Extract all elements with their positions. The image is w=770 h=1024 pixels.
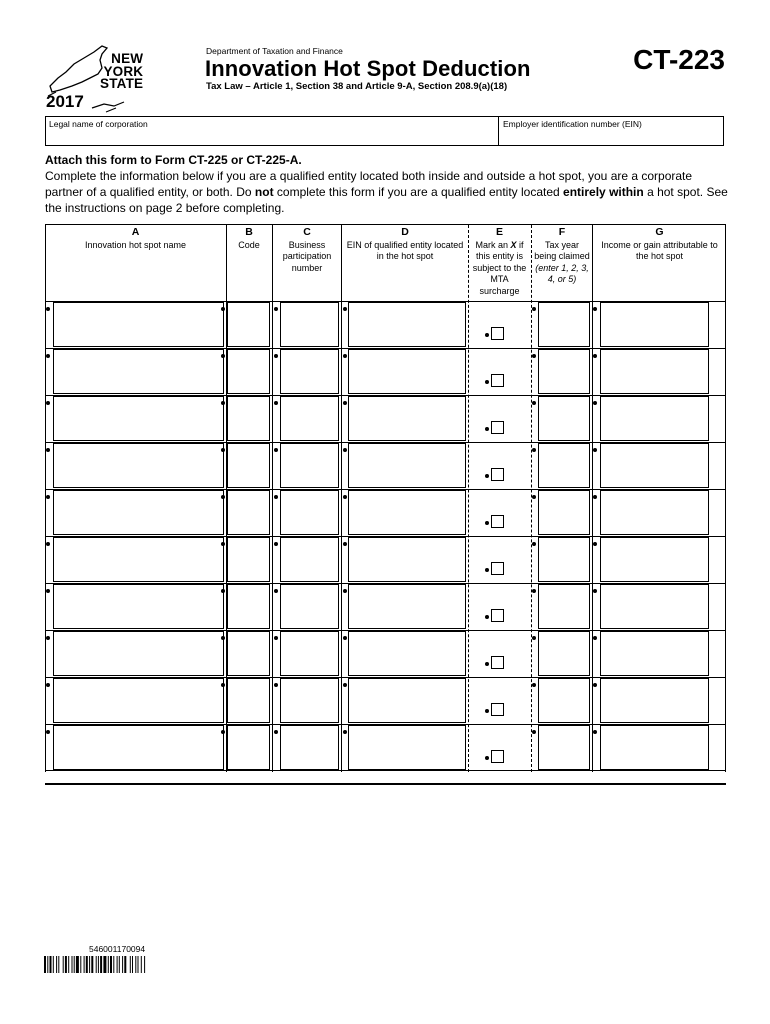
attach-instruction: Attach this form to Form CT-225 or CT-225-A. [45,153,302,167]
bullet-icon [221,495,225,499]
bullet-icon [532,730,536,734]
table-bottom-rule [45,783,726,785]
hot-spot-name-input[interactable] [53,678,224,723]
code-input[interactable] [227,584,270,629]
bullet-icon [532,401,536,405]
income-input[interactable] [600,443,709,488]
bullet-icon [485,756,489,760]
bullet-icon [485,380,489,384]
bullet-icon [593,307,597,311]
form-number: CT-223 [633,44,725,75]
bullet-icon [46,683,50,687]
bullet-icon [343,495,347,499]
hot-spot-name-input[interactable] [53,490,224,535]
bullet-icon [485,474,489,478]
bullet-icon [221,683,225,687]
bullet-icon [532,636,536,640]
bullet-icon [46,589,50,593]
mta-surcharge-checkbox[interactable] [491,515,504,528]
barcode-bar [130,956,131,973]
ein-field[interactable] [499,129,723,145]
col-header-b: B Code [238,226,260,250]
bullet-icon [274,401,278,405]
barcode-bar [65,956,67,973]
tax-year-input[interactable] [538,631,590,676]
bullet-icon [343,401,347,405]
mta-surcharge-checkbox[interactable] [491,327,504,340]
barcode-bar [89,956,90,973]
bullet-icon [593,495,597,499]
tax-year-input[interactable] [538,349,590,394]
bullet-icon [274,495,278,499]
bullet-icon [343,448,347,452]
bullet-icon [532,307,536,311]
bpn-input[interactable] [280,443,339,488]
bullet-icon [593,636,597,640]
col-header-g: G Income or gain attributable to the hot spot [601,226,718,261]
bullet-icon [485,615,489,619]
barcode-bar [141,956,142,973]
bullet-icon [274,542,278,546]
income-input[interactable] [600,490,709,535]
bullet-icon [343,730,347,734]
bullet-icon [343,542,347,546]
bullet-icon [221,730,225,734]
code-input[interactable] [227,443,270,488]
bullet-icon [343,589,347,593]
form-year: 2017 [46,92,84,111]
barcode-bar [110,956,112,973]
ein-input[interactable] [348,537,466,582]
bullet-icon [485,333,489,337]
code-input[interactable] [227,349,270,394]
identification-box [45,116,724,146]
instructions: Attach this form to Form CT-225 or CT-225-A. Complete the information below if you are a qualified entity located both inside and outside a hot spot, you are a corporate partner of a qualified entity, or both. Do not complete this form if you are a qualified entity located entirely within a hot spot. See the instructions on page 2 before completing. [45,152,730,216]
bullet-icon [532,448,536,452]
mta-surcharge-checkbox[interactable] [491,609,504,622]
mta-surcharge-checkbox[interactable] [491,421,504,434]
bullet-icon [343,354,347,358]
bullet-icon [532,589,536,593]
bpn-input[interactable] [280,490,339,535]
bullet-icon [46,730,50,734]
bpn-input[interactable] [280,396,339,441]
bullet-icon [221,307,225,311]
barcode-bar [100,956,102,973]
bullet-icon [221,354,225,358]
col-header-d: D EIN of qualified entity located in the hot spot [346,226,464,261]
income-input[interactable] [600,678,709,723]
hot-spot-name-input[interactable] [53,396,224,441]
logo-state-name: NEW YORK STATE [100,51,144,91]
bullet-icon [485,662,489,666]
hot-spot-name-input[interactable] [53,537,224,582]
hot-spot-name-input[interactable] [53,584,224,629]
tax-year-input[interactable] [538,490,590,535]
mta-surcharge-checkbox[interactable] [491,656,504,669]
barcode-bar [124,956,126,973]
bullet-icon [593,448,597,452]
bullet-icon [46,495,50,499]
bullet-icon [532,495,536,499]
col-header-c: C Business participation number [282,226,332,273]
mta-surcharge-checkbox[interactable] [491,374,504,387]
barcode-bar [68,956,69,973]
col-header-e: E Mark an X if this entity is subject to the MTA surcharge [472,226,527,296]
barcode-bar [80,956,81,973]
bpn-input[interactable] [280,537,339,582]
code-input[interactable] [227,490,270,535]
barcode-bar [119,956,120,973]
ein-input[interactable] [348,349,466,394]
income-input[interactable] [600,349,709,394]
barcode-bar [74,956,75,973]
income-input[interactable] [600,584,709,629]
code-input[interactable] [227,631,270,676]
bullet-icon [221,636,225,640]
barcode-bar [98,956,99,973]
corp-name-field[interactable] [46,129,498,145]
tax-year-input[interactable] [538,584,590,629]
ein-input[interactable] [348,490,466,535]
bullet-icon [221,448,225,452]
bullet-icon [221,542,225,546]
income-input[interactable] [600,302,709,347]
barcode-bar [135,956,136,973]
mta-surcharge-checkbox[interactable] [491,703,504,716]
hot-spot-table [45,224,726,771]
barcode-bar [86,956,88,973]
code-input[interactable] [227,302,270,347]
bullet-icon [274,589,278,593]
mta-surcharge-checkbox[interactable] [491,562,504,575]
bullet-icon [532,683,536,687]
bullet-icon [343,307,347,311]
corp-name-label: Legal name of corporation [49,119,148,129]
ein-input[interactable] [348,396,466,441]
bullet-icon [485,568,489,572]
tax-year-input[interactable] [538,725,590,770]
barcode-bar [44,956,46,973]
page-subtitle: Tax Law – Article 1, Section 38 and Article 9-A, Section 208.9(a)(18) [206,81,508,92]
bpn-input[interactable] [280,584,339,629]
bullet-icon [343,683,347,687]
barcode-number: 546001170094 [89,944,146,954]
bullet-icon [532,354,536,358]
bullet-icon [593,354,597,358]
ein-input[interactable] [348,631,466,676]
tax-year-input[interactable] [538,443,590,488]
bullet-icon [593,589,597,593]
barcode-bar [47,956,48,973]
bullet-icon [485,427,489,431]
bullet-icon [46,354,50,358]
barcode [44,956,192,973]
income-input[interactable] [600,537,709,582]
bullet-icon [532,542,536,546]
barcode-bar [132,956,133,973]
bullet-icon [274,636,278,640]
bullet-icon [485,709,489,713]
hot-spot-name-input[interactable] [53,349,224,394]
mta-surcharge-checkbox[interactable] [491,468,504,481]
bullet-icon [485,521,489,525]
bullet-icon [274,730,278,734]
bullet-icon [593,683,597,687]
bpn-input[interactable] [280,678,339,723]
bullet-icon [593,401,597,405]
barcode-bar [50,956,52,973]
barcode-bar [122,956,123,973]
bullet-icon [46,307,50,311]
tax-year-input[interactable] [538,678,590,723]
income-input[interactable] [600,396,709,441]
barcode-bar [53,956,54,973]
bpn-input[interactable] [280,725,339,770]
barcode-bar [96,956,97,973]
bullet-icon [274,354,278,358]
bpn-input[interactable] [280,302,339,347]
bullet-icon [46,636,50,640]
ein-label: Employer identification number (EIN) [503,119,642,129]
barcode-bar [138,956,139,973]
barcode-bar [144,956,145,973]
bullet-icon [593,730,597,734]
barcode-bar [76,956,79,973]
page-title: Innovation Hot Spot Deduction [205,56,531,81]
bpn-input[interactable] [280,349,339,394]
barcode-bar [63,956,64,973]
ein-input[interactable] [348,443,466,488]
bullet-icon [46,401,50,405]
ein-input[interactable] [348,584,466,629]
mta-surcharge-checkbox[interactable] [491,750,504,763]
bullet-icon [274,683,278,687]
ein-input[interactable] [348,725,466,770]
bpn-input[interactable] [280,631,339,676]
tax-year-input[interactable] [538,396,590,441]
col-header-a: A Innovation hot spot name [84,226,187,250]
income-input[interactable] [600,725,709,770]
barcode-bar [84,956,85,973]
barcode-bar [108,956,109,973]
code-input[interactable] [227,678,270,723]
barcode-bar [91,956,93,973]
bullet-icon [221,589,225,593]
tax-year-input[interactable] [538,302,590,347]
bullet-icon [46,448,50,452]
tax-year-input[interactable] [538,537,590,582]
bullet-icon [593,542,597,546]
ein-input[interactable] [348,302,466,347]
barcode-bar [56,956,57,973]
bullet-icon [221,401,225,405]
barcode-bar [103,956,106,973]
hot-spot-name-input[interactable] [53,631,224,676]
bullet-icon [274,307,278,311]
department-name: Department of Taxation and Finance [206,46,343,56]
bullet-icon [343,636,347,640]
bullet-icon [274,448,278,452]
hot-spot-name-input[interactable] [53,725,224,770]
col-header-f: F Tax year being claimed (enter 1, 2, 3, 4, or 5) [534,226,590,284]
ein-input[interactable] [348,678,466,723]
hot-spot-name-input[interactable] [53,302,224,347]
bullet-icon [46,542,50,546]
income-input[interactable] [600,631,709,676]
barcode-bar [72,956,73,973]
barcode-bar [113,956,114,973]
code-input[interactable] [227,537,270,582]
barcode-bar [58,956,59,973]
code-input[interactable] [227,396,270,441]
barcode-bar [117,956,118,973]
code-input[interactable] [227,725,270,770]
hot-spot-name-input[interactable] [53,443,224,488]
